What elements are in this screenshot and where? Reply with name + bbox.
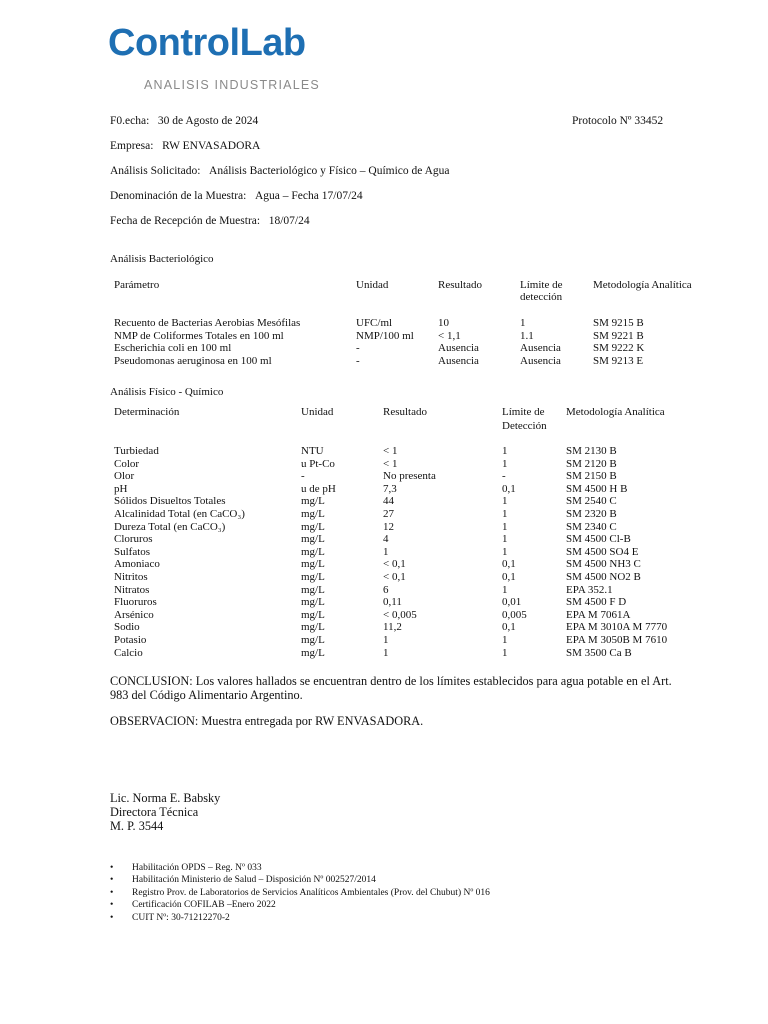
cell-metodologia: SM 2120 B [566, 457, 617, 470]
cell-determinacion: Sodio [114, 621, 140, 634]
cell-limite: 1 [502, 508, 508, 520]
firma-nombre: Lic. Norma E. Babsky [110, 791, 221, 805]
cell-resultado: 4 [383, 533, 389, 546]
cell-unidad: - [356, 342, 360, 354]
cell-limite: 0,1 [502, 558, 516, 571]
table-row [0, 647, 768, 660]
cell-determinacion: Alcalinidad Total (en CaCO₃) [114, 508, 245, 520]
firma-cargo: Directora Técnica [110, 805, 199, 819]
accreditation-item: Registro Prov. de Laboratorios de Servicios Analíticos Ambientales (Prov. del Chubut) Nº 016 [132, 887, 490, 898]
cell-limite: 1 [502, 445, 508, 457]
table-row [0, 317, 768, 330]
cell-unidad: mg/L [301, 508, 325, 520]
cell-determinacion: Sulfatos [114, 545, 151, 558]
cell-resultado: < 1 [383, 457, 398, 470]
cell-unidad: mg/L [301, 596, 325, 609]
cell-limite: 0,1 [502, 482, 516, 495]
cell-unidad: UFC/ml [356, 317, 393, 329]
table-row [0, 634, 768, 647]
cell-resultado: 6 [383, 583, 389, 596]
cell-resultado: < 0,005 [383, 608, 417, 621]
bullet-icon: • [110, 912, 114, 923]
cell-resultado: 7,3 [383, 482, 397, 495]
cell-metodologia: SM 4500 F D [566, 596, 627, 609]
table-row [0, 558, 768, 571]
cell-metodologia: EPA M 3050B M 7610 [566, 634, 668, 646]
cell-limite: 0,01 [502, 596, 522, 609]
cell-limite: Ausencia [520, 342, 561, 354]
cell-unidad: mg/L [301, 558, 325, 571]
cell-resultado: 1 [383, 646, 389, 659]
fecha-line [110, 115, 258, 127]
cell-resultado: 12 [383, 520, 394, 533]
cell-metodologia: SM 2150 B [566, 470, 617, 483]
accreditation-item: Certificación COFILAB –Enero 2022 [132, 900, 276, 911]
cell-determinacion: Calcio [114, 646, 143, 659]
cell-resultado: < 0,1 [383, 558, 406, 571]
cell-limite: 1 [502, 583, 508, 596]
col-header-unidad: Unidad [301, 406, 334, 418]
cell-determinacion: Potasio [114, 634, 147, 646]
recepcion-label: Fecha de Recepción de Muestra: [110, 215, 261, 227]
accreditation-item: Habilitación OPDS – Reg. Nº 033 [132, 863, 262, 873]
bullet-icon: • [110, 863, 114, 873]
cell-unidad: - [356, 354, 360, 367]
cell-resultado: No presenta [383, 470, 436, 483]
cell-metodologia: SM 2130 B [566, 445, 617, 457]
table-row [0, 584, 768, 597]
col-header-limite: Límite de [520, 279, 563, 291]
cell-unidad: - [301, 470, 305, 483]
col-header-metodologia: Metodología Analítica [593, 279, 692, 291]
recepcion-line [110, 215, 310, 227]
empresa-label: Empresa: [110, 140, 154, 152]
cell-determinacion: Sólidos Disueltos Totales [114, 495, 226, 508]
cell-limite: 0,005 [502, 608, 527, 621]
cell-resultado: < 1,1 [438, 329, 461, 342]
logo-wordmark: ControlLab [108, 22, 306, 64]
section-title-fisicoquimico: Análisis Físico - Químico [110, 386, 224, 398]
table-row [0, 521, 768, 534]
observacion: OBSERVACION: Muestra entregada por RW ENVASADORA. [110, 714, 424, 728]
empresa-line [110, 140, 260, 152]
cell-limite: 1 [520, 317, 526, 329]
cell-determinacion: Fluoruros [114, 596, 157, 609]
cell-parametro: Recuento de Bacterias Aerobias Mesófilas [114, 317, 301, 329]
cell-metodologia: SM 4500 NH3 C [566, 558, 641, 571]
cell-limite: - [502, 470, 506, 483]
table-row [0, 571, 768, 584]
bullet-icon: • [110, 875, 114, 886]
cell-limite: 0,1 [502, 571, 516, 583]
table-row [0, 342, 768, 355]
cell-resultado: 0,11 [383, 596, 402, 609]
table-row [0, 609, 768, 622]
col-header-resultado: Resultado [438, 279, 482, 291]
cell-determinacion: Cloruros [114, 533, 153, 546]
cell-determinacion: Olor [114, 470, 135, 483]
cell-metodologia: SM 4500 H B [566, 482, 628, 495]
cell-limite: 1 [502, 646, 508, 659]
table-row [0, 533, 768, 546]
section-title-bacteriologico: Análisis Bacteriológico [110, 253, 214, 265]
cell-unidad: mg/L [301, 495, 325, 508]
col-header-limite: Límite de [502, 406, 545, 418]
cell-parametro: Pseudomonas aeruginosa en 100 ml [114, 354, 272, 367]
conclusion-line-1: CONCLUSION: Los valores hallados se encuentran dentro de los límites establecidos para agua potable en el Art. [110, 674, 672, 688]
table-row [0, 355, 768, 368]
analisis-label: Análisis Solicitado: [110, 165, 201, 177]
col-header-unidad: Unidad [356, 279, 389, 291]
cell-metodologia: EPA M 7061A [566, 608, 631, 621]
cell-metodologia: SM 2320 B [566, 508, 617, 520]
fecha-value: 30 de Agosto de 2024 [157, 115, 259, 127]
cell-limite: 1 [502, 495, 508, 508]
cell-metodologia: SM 2340 C [566, 520, 617, 533]
cell-unidad: u Pt-Co [301, 457, 335, 470]
analisis-line [110, 165, 450, 177]
cell-unidad: mg/L [301, 571, 325, 583]
table-row [0, 458, 768, 471]
cell-metodologia: SM 4500 Cl-B [566, 533, 631, 546]
cell-metodologia: SM 9222 K [593, 342, 645, 354]
bullet-icon: • [110, 887, 114, 898]
col-header-parametro: Parámetro [114, 279, 160, 291]
col-header-determinacion: Determinación [114, 406, 180, 418]
cell-resultado: 1 [383, 634, 389, 646]
cell-metodologia: EPA M 3010A M 7770 [566, 621, 668, 634]
col-header-deteccion: Detección [502, 420, 547, 432]
cell-determinacion: Turbiedad [114, 445, 159, 457]
table-header-row-2 [0, 291, 768, 304]
cell-resultado: < 0,1 [383, 571, 406, 583]
conclusion-line-2: 983 del Código Alimentario Argentino. [110, 688, 303, 702]
cell-unidad: mg/L [301, 533, 325, 546]
cell-determinacion: Nitratos [114, 583, 150, 596]
bullet-icon: • [110, 900, 114, 911]
cell-resultado: < 1 [383, 445, 398, 457]
cell-resultado: 44 [383, 495, 394, 508]
denominacion-value: Agua – Fecha 17/07/24 [255, 190, 363, 202]
cell-unidad: mg/L [301, 545, 325, 558]
cell-unidad: mg/L [301, 634, 325, 646]
cell-limite: 1 [502, 520, 508, 533]
cell-unidad: mg/L [301, 646, 325, 659]
cell-determinacion: Arsénico [114, 608, 154, 621]
fecha-label: F0.echa: [110, 115, 150, 127]
table-row [0, 546, 768, 559]
cell-resultado: Ausencia [438, 342, 479, 354]
recepcion-value: 18/07/24 [268, 215, 310, 227]
table-row [0, 596, 768, 609]
cell-unidad: mg/L [301, 608, 325, 621]
cell-metodologia: SM 2540 C [566, 495, 617, 508]
cell-limite: Ausencia [520, 354, 561, 367]
table-row [0, 330, 768, 343]
protocolo-number: Protocolo Nº 33452 [572, 115, 664, 127]
cell-unidad: NTU [301, 445, 324, 457]
cell-limite: 1.1 [520, 329, 534, 342]
cell-determinacion: Dureza Total (en CaCO₃) [114, 520, 226, 533]
col-header-metodologia: Metodología Analítica [566, 406, 665, 418]
table-row [0, 483, 768, 496]
cell-limite: 1 [502, 634, 508, 646]
cell-metodologia: SM 3500 Ca B [566, 646, 632, 659]
cell-determinacion: Nitritos [114, 571, 148, 583]
analisis-value: Análisis Bacteriológico y Físico – Químico de Agua [209, 165, 450, 177]
cell-resultado: 1 [383, 545, 389, 558]
cell-limite: 1 [502, 457, 508, 470]
table-header-row-2 [0, 420, 768, 433]
cell-unidad: NMP/100 ml [356, 329, 414, 342]
cell-metodologia: SM 9213 E [593, 354, 644, 367]
cell-resultado: Ausencia [438, 354, 479, 367]
table-row [0, 621, 768, 634]
col-header-resultado: Resultado [383, 406, 427, 418]
cell-unidad: mg/L [301, 621, 325, 634]
accreditation-item: CUIT Nº: 30-71212270-2 [132, 912, 230, 923]
cell-determinacion: Amoniaco [114, 558, 160, 571]
cell-determinacion: Color [114, 457, 140, 470]
cell-metodologia: SM 9215 B [593, 317, 644, 329]
table-row [0, 495, 768, 508]
denominacion-line [110, 190, 363, 202]
empresa-value: RW ENVASADORA [162, 140, 261, 152]
cell-metodologia: SM 4500 NO2 B [566, 571, 641, 583]
cell-resultado: 11,2 [383, 621, 402, 634]
col-header-deteccion: detección [520, 291, 563, 303]
cell-unidad: mg/L [301, 520, 325, 533]
logo-subtitle: ANALISIS INDUSTRIALES [144, 78, 320, 92]
cell-unidad: u de pH [301, 482, 336, 495]
table-row [0, 470, 768, 483]
cell-metodologia: EPA 352.1 [566, 583, 613, 596]
accreditation-item: Habilitación Ministerio de Salud – Disposición Nº 002527/2014 [132, 875, 376, 886]
denominacion-label: Denominación de la Muestra: [110, 190, 247, 202]
cell-resultado: 27 [383, 508, 394, 520]
firma-matricula: M. P. 3544 [110, 819, 164, 833]
table-header-row [0, 406, 768, 419]
cell-metodologia: SM 9221 B [593, 329, 644, 342]
table-row [0, 508, 768, 521]
cell-parametro: NMP de Coliformes Totales en 100 ml [114, 329, 284, 342]
cell-limite: 1 [502, 533, 508, 546]
cell-limite: 0,1 [502, 621, 516, 634]
cell-limite: 1 [502, 545, 508, 558]
cell-determinacion: pH [114, 482, 128, 495]
cell-unidad: mg/L [301, 583, 325, 596]
cell-parametro: Escherichia coli en 100 ml [114, 342, 232, 354]
cell-metodologia: SM 4500 SO4 E [566, 545, 639, 558]
table-row [0, 445, 768, 458]
cell-resultado: 10 [438, 317, 449, 329]
